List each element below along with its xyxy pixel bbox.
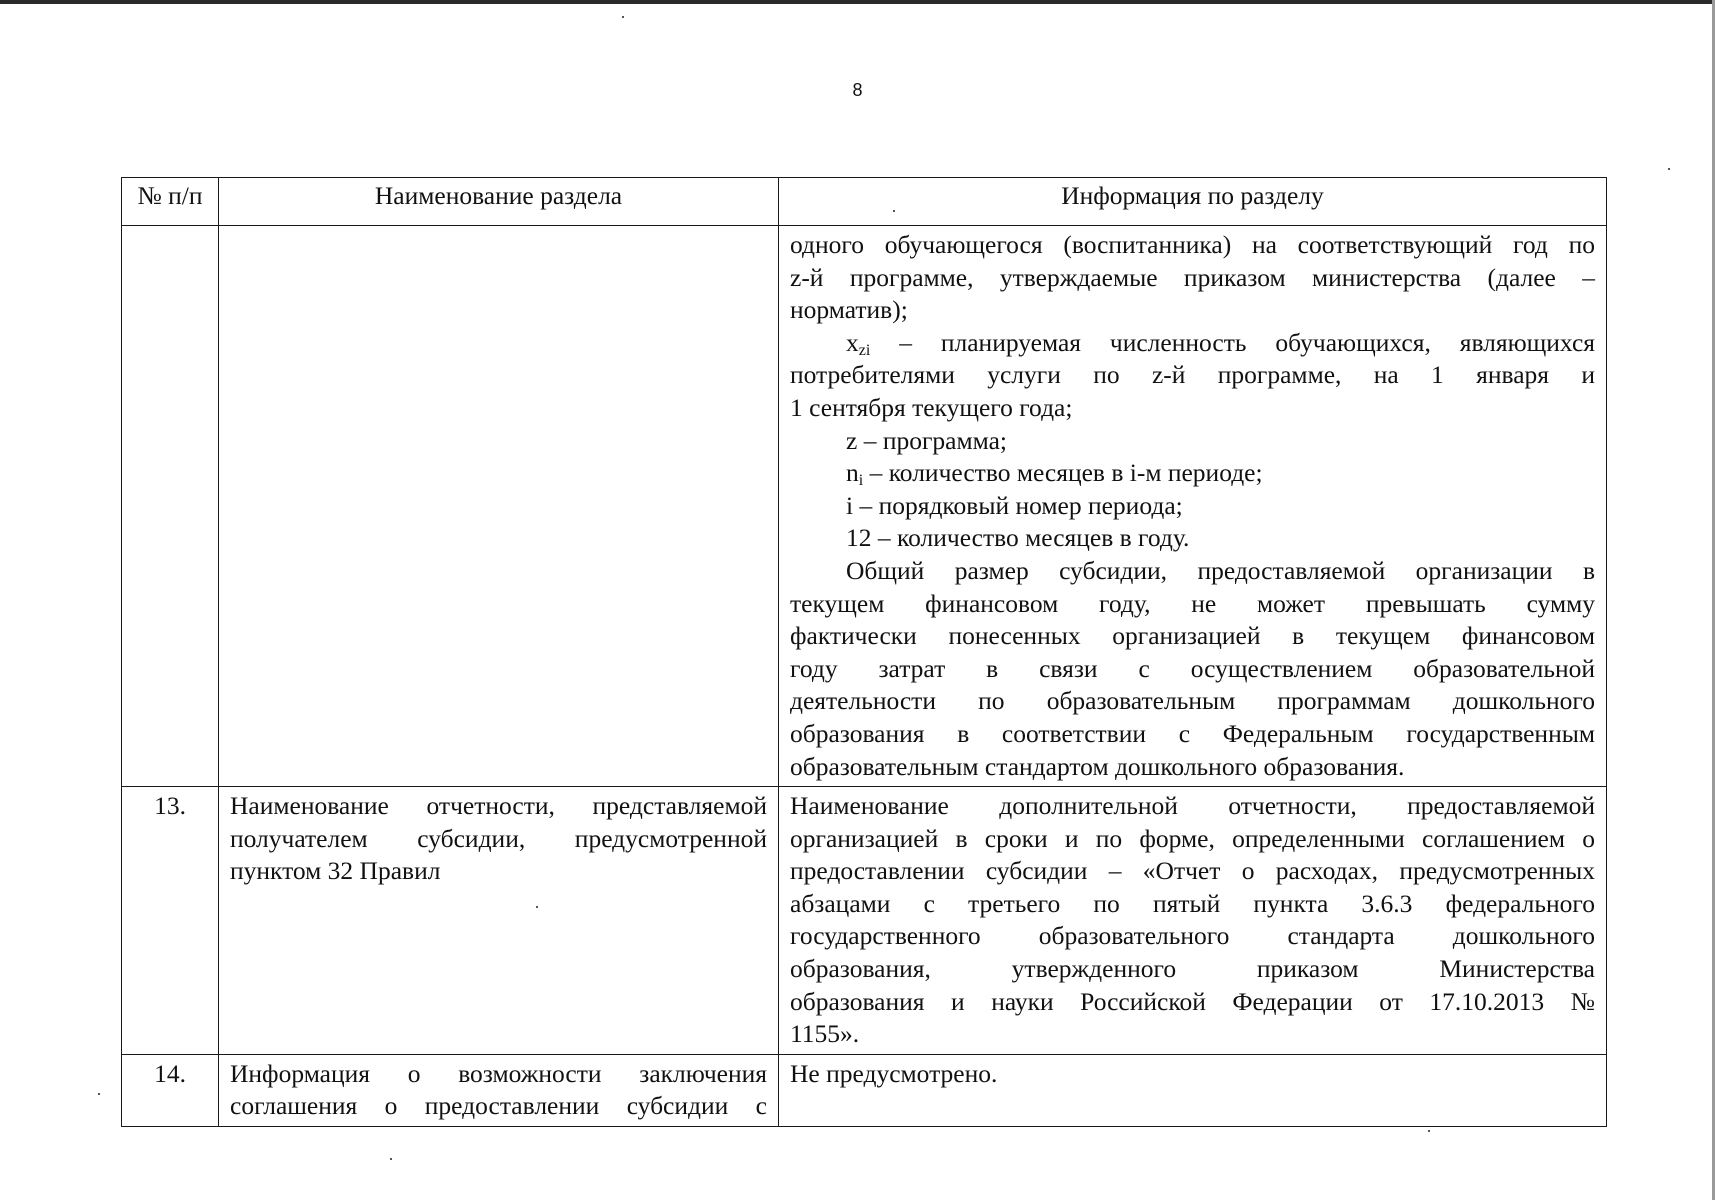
scan-speck: [893, 210, 895, 212]
header-section-name: Наименование раздела: [219, 178, 779, 226]
cell-number: 14.: [122, 1054, 219, 1126]
text-line: 1 сентября текущего года;: [790, 392, 1073, 422]
cell-name-empty: [219, 226, 779, 787]
text-line: Информация о возможности заключения: [230, 1058, 767, 1088]
definition-twelve: 12 – количество месяцев в году.: [846, 523, 1190, 553]
scan-speck: [536, 906, 538, 908]
table-header-row: [122, 178, 1607, 226]
text-line: пунктом 32 Правил: [230, 856, 441, 886]
text-line: Общий размер субсидии, предоставляемой организации в: [846, 555, 1595, 585]
text-line: Наименование дополнительной отчетности, предоставляемой: [790, 791, 1595, 821]
definition-n: [790, 457, 1595, 490]
header-number: № п/п: [122, 178, 219, 226]
var-n: n: [846, 458, 859, 488]
text-line: организацией в сроки и по форме, определенными соглашением о: [790, 823, 1595, 853]
text-line: образования в соответствии с Федеральным государственным: [790, 718, 1595, 748]
definition-z: z – программа;: [846, 425, 1007, 455]
header-section-info: Информация по разделу: [779, 178, 1607, 226]
text-line: 1155».: [790, 1019, 860, 1049]
definition-n-text: – количество месяцев в i-м периоде;: [863, 458, 1263, 488]
cell-section-name: [219, 1054, 779, 1126]
scan-speck: [98, 1093, 100, 1095]
scan-speck: [1668, 168, 1670, 170]
text-line: норматив);: [790, 295, 908, 325]
var-n-subscript: i: [858, 472, 864, 490]
text-line: одного обучающегося (воспитанника) на соответствующий год по: [790, 230, 1595, 259]
table-row-14: [122, 1054, 1607, 1126]
definition-x: [790, 327, 1595, 360]
cell-section-info: [779, 787, 1607, 1055]
scan-top-edge: [0, 0, 1715, 4]
table-row-13: [122, 787, 1607, 1055]
scan-speck: [1428, 1130, 1430, 1132]
definition-x-text: – планируемая численность обучающихся, являющихся: [870, 327, 1595, 357]
definition-i: i – порядковый номер периода;: [846, 490, 1183, 520]
cell-info-continuation: [779, 226, 1607, 787]
text-line: потребителями услуги по z-й программе, на 1 января и: [790, 360, 1595, 390]
scan-speck: [390, 1158, 392, 1160]
text-line: z-й программе, утверждаемые приказом министерства (далее –: [790, 262, 1595, 292]
var-x-subscript: zi: [858, 341, 871, 359]
scan-speck: [622, 16, 624, 18]
text-line: году затрат в связи с осуществлением образовательной: [790, 653, 1595, 683]
text-line: предоставлении субсидии – «Отчет о расходах, предусмотренных: [790, 856, 1595, 886]
text-line: соглашения о предоставлении субсидии с: [230, 1091, 767, 1121]
text-line: Наименование отчетности, представляемой: [230, 791, 767, 821]
cell-section-info: [779, 1054, 1607, 1126]
text-line: текущем финансовом году, не может превышать сумму: [790, 588, 1595, 618]
text-line: абзацами с третьего по пятый пункта 3.6.3 федерального: [790, 888, 1595, 918]
text-line: деятельности по образовательным программам дошкольного: [790, 686, 1595, 716]
table-row-continuation: [122, 226, 1607, 787]
page-number: 8: [852, 80, 863, 100]
text-line: государственного образовательного стандарта дошкольного: [790, 921, 1595, 951]
text-line: Не предусмотрено.: [790, 1058, 998, 1088]
text-line: образовательным стандартом дошкольного образования.: [790, 751, 1405, 781]
text-line: образования и науки Российской Федерации от 17.10.2013 №: [790, 986, 1595, 1016]
text-line: фактически понесенных организацией в текущем финансовом: [790, 621, 1595, 651]
cell-section-name: [219, 787, 779, 1055]
cell-number-empty: [122, 226, 219, 787]
var-x: x: [846, 327, 859, 357]
cell-number: 13.: [122, 787, 219, 1055]
regulation-table: [121, 177, 1607, 1127]
text-line: получателем субсидии, предусмотренной: [230, 823, 767, 853]
text-line: образования, утвержденного приказом Министерства: [790, 954, 1595, 984]
